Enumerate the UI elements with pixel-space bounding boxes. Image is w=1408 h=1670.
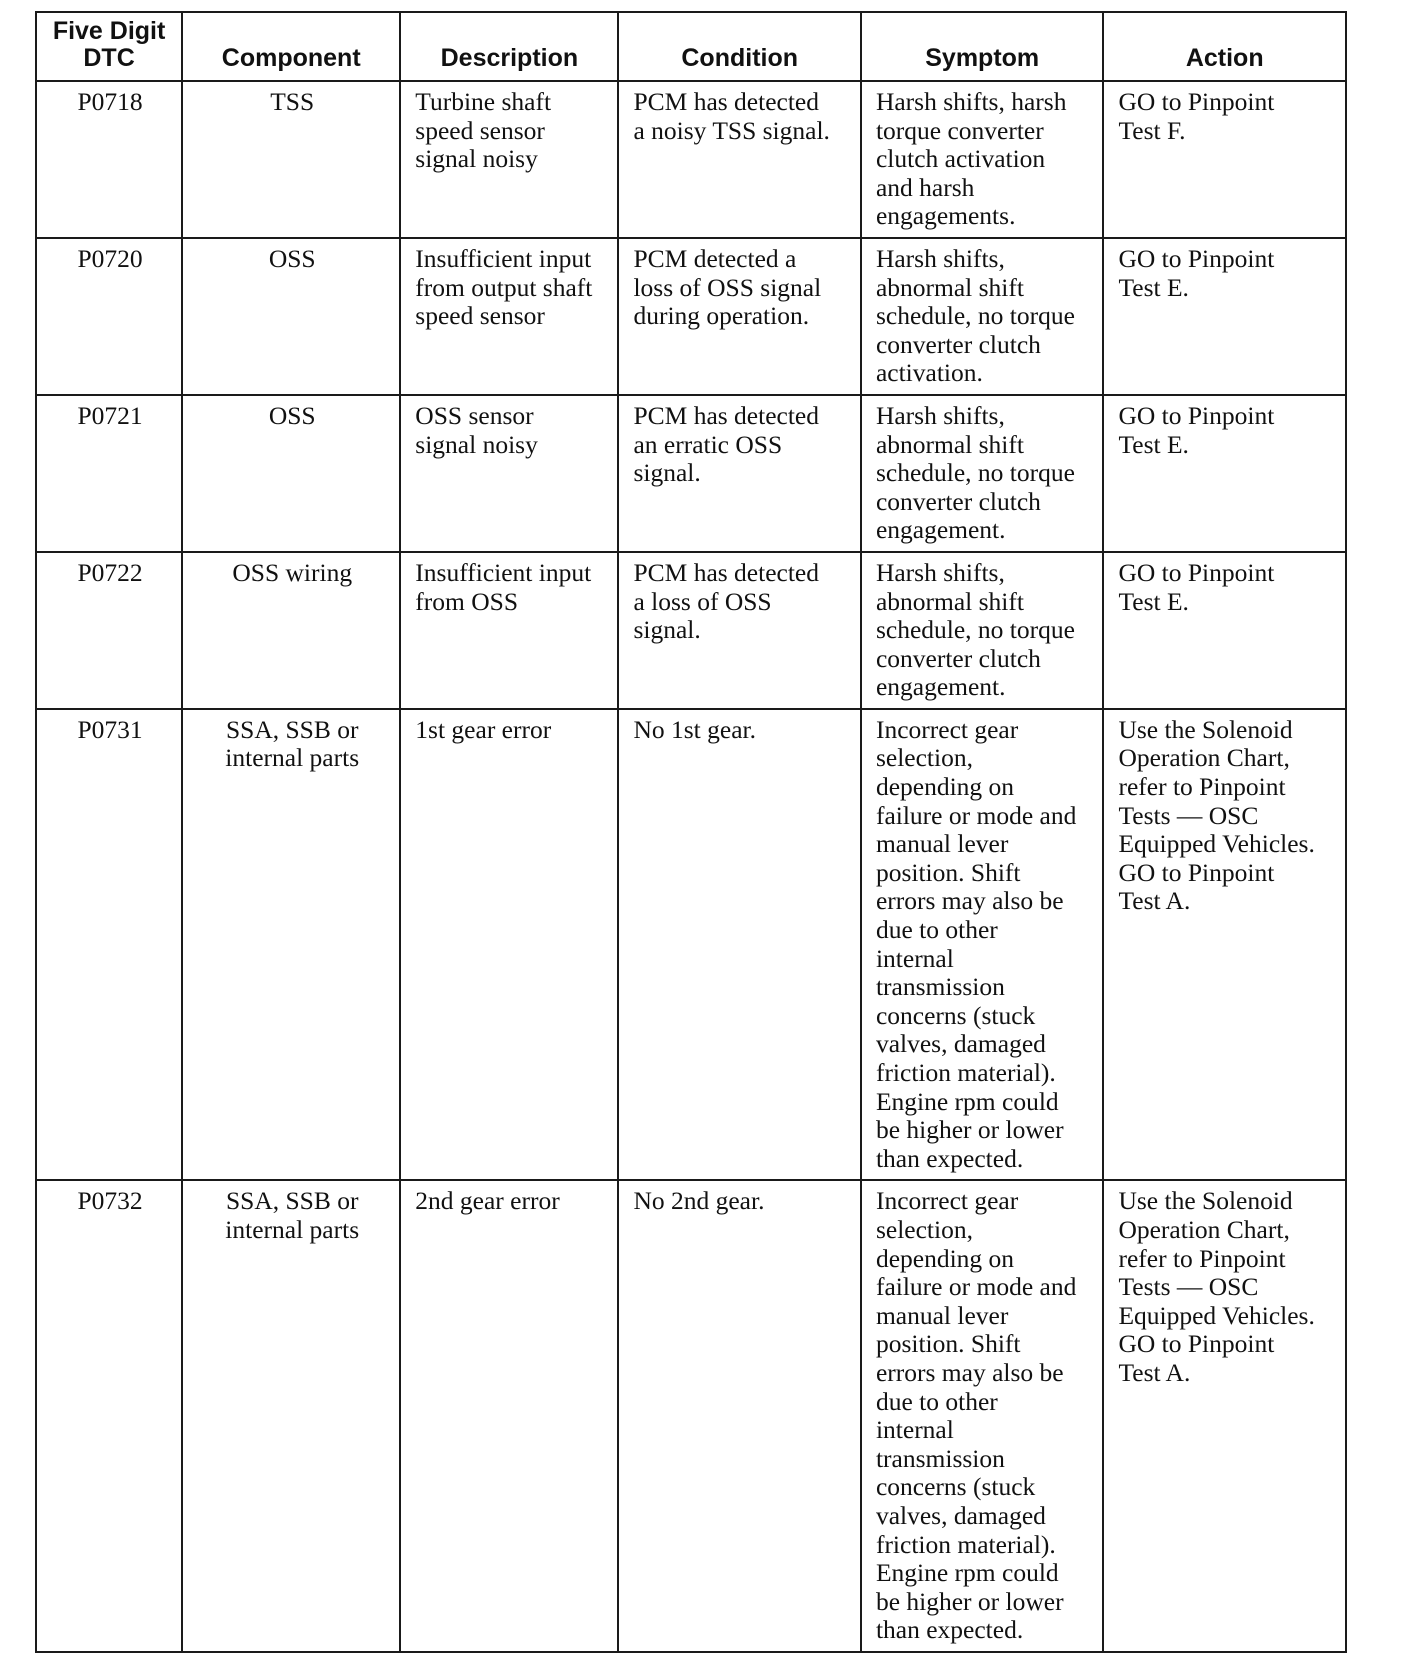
dtc-cell: P0721 — [36, 395, 182, 552]
header-symptom: Symptom — [861, 12, 1104, 81]
component-cell: OSS wiring — [182, 552, 400, 709]
table-row — [36, 709, 1346, 1181]
symptom-cell: Harsh shifts, abnormal shift schedule, no torque converter clutch activation. — [861, 238, 1104, 395]
table-row — [36, 238, 1346, 395]
condition-cell: PCM has detected a loss of OSS signal. — [618, 552, 861, 709]
symptom-cell: Incorrect gear selection, depending on failure or mode and manual lever position. Shift errors may also be due to other internal transmission concerns (stuck valves, damaged friction material). Engine rpm could be higher or lower than expected. — [861, 1180, 1104, 1652]
component-cell: SSA, SSB or internal parts — [182, 1180, 400, 1652]
condition-cell: No 2nd gear. — [618, 1180, 861, 1652]
dtc-cell: P0722 — [36, 552, 182, 709]
header-dtc: Five Digit DTC — [36, 12, 182, 81]
description-cell: 1st gear error — [400, 709, 618, 1181]
action-cell: GO to Pinpoint Test E. — [1103, 238, 1346, 395]
description-cell: 2nd gear error — [400, 1180, 618, 1652]
header-row — [36, 12, 1346, 81]
action-cell: GO to Pinpoint Test E. — [1103, 552, 1346, 709]
table-row — [36, 1180, 1346, 1652]
condition-cell: PCM has detected a noisy TSS signal. — [618, 81, 861, 238]
symptom-cell: Harsh shifts, abnormal shift schedule, no torque converter clutch engagement. — [861, 552, 1104, 709]
symptom-cell: Harsh shifts, harsh torque converter clutch activation and harsh engagements. — [861, 81, 1104, 238]
condition-cell: PCM detected a loss of OSS signal during operation. — [618, 238, 861, 395]
table-row — [36, 395, 1346, 552]
header-condition: Condition — [618, 12, 861, 81]
action-cell: GO to Pinpoint Test E. — [1103, 395, 1346, 552]
component-cell: OSS — [182, 238, 400, 395]
action-cell: GO to Pinpoint Test F. — [1103, 81, 1346, 238]
header-component: Component — [182, 12, 400, 81]
header-description: Description — [400, 12, 618, 81]
symptom-cell: Harsh shifts, abnormal shift schedule, no torque converter clutch engagement. — [861, 395, 1104, 552]
description-cell: Turbine shaft speed sensor signal noisy — [400, 81, 618, 238]
condition-cell: PCM has detected an erratic OSS signal. — [618, 395, 861, 552]
action-cell: Use the Solenoid Operation Chart, refer to Pinpoint Tests — OSC Equipped Vehicles. GO to Pinpoint Test A. — [1103, 709, 1346, 1181]
description-cell: OSS sensor signal noisy — [400, 395, 618, 552]
symptom-cell: Incorrect gear selection, depending on failure or mode and manual lever position. Shift errors may also be due to other internal transmission concerns (stuck valves, damaged friction material). Engine rpm could be higher or lower than expected. — [861, 709, 1104, 1181]
dtc-cell: P0720 — [36, 238, 182, 395]
component-cell: SSA, SSB or internal parts — [182, 709, 400, 1181]
component-cell: TSS — [182, 81, 400, 238]
header-action: Action — [1103, 12, 1346, 81]
dtc-cell: P0718 — [36, 81, 182, 238]
table-row — [36, 552, 1346, 709]
dtc-cell: P0732 — [36, 1180, 182, 1652]
condition-cell: No 1st gear. — [618, 709, 861, 1181]
table-row — [36, 81, 1346, 238]
description-cell: Insufficient input from output shaft speed sensor — [400, 238, 618, 395]
action-cell: Use the Solenoid Operation Chart, refer to Pinpoint Tests — OSC Equipped Vehicles. GO to Pinpoint Test A. — [1103, 1180, 1346, 1652]
dtc-cell: P0731 — [36, 709, 182, 1181]
component-cell: OSS — [182, 395, 400, 552]
dtc-table — [35, 11, 1347, 1653]
description-cell: Insufficient input from OSS — [400, 552, 618, 709]
